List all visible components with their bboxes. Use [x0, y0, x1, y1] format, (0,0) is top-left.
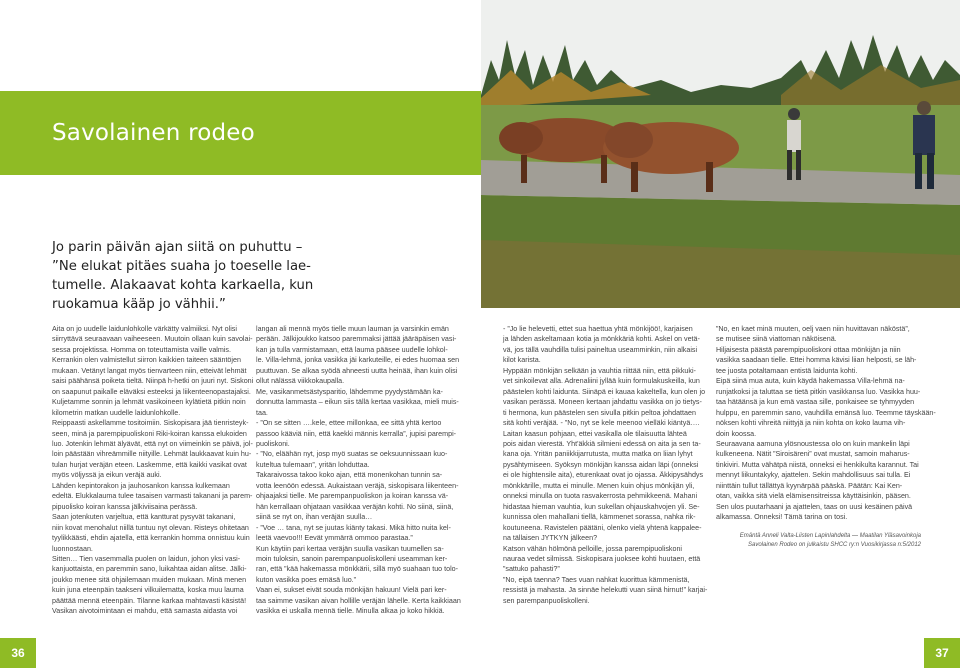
- text-line: langan ali mennä myös tielle muun lauman ja varsinkin emän: [256, 325, 449, 333]
- text-line: Vaan ei, sukset eivät souda mönkijän hakuun! Vielä pari ker-: [256, 586, 447, 595]
- text-line: passoo kääviä niin, että kaekki männis kerralla”, jupisi parempi-: [256, 429, 457, 438]
- text-line: taa hätäänsä ja kun emä vastaa sille, ponkaisee se tyhmyyden: [716, 398, 915, 407]
- text-line: ei ole hightensile aita), eturenkaat ovat jo ojassa. Äkkipysähdys: [503, 471, 704, 480]
- text-line: Laitan kaasun pohjaan, ettei vasikalla ole tilaisuutta lähteä: [503, 429, 687, 438]
- text-line: vasikan perässä. Moneen kertaan jahdattu vasikka on jo tietys-: [503, 398, 702, 407]
- text-line: puuttuvan. Se alkaa syödä ahneesti uutta heinää, ihan kuin olisi: [256, 366, 458, 375]
- text-line: nauraa vedet silmissä. Siskopisara juoksee kohti huutaen, että: [503, 554, 701, 563]
- text-line: hän kerrallaan ohjataan vasikkaa veräjän kohti. No siinä, siinä,: [256, 502, 454, 511]
- text-line: siinä se nyt on, ihan veräjän suulla…: [256, 513, 373, 522]
- text-line: otan, vaikka sitä vielä elämisensitreissa käyttäisinkin, pääsen.: [716, 492, 911, 501]
- text-line: - ”No, eläähän nyt, josp myö suatas se oeksuunnissaan kuo-: [256, 450, 448, 459]
- text-line: pysähtymiseen. Syöksyn mönkijän kanssa aidan läpi (onneksi: [503, 460, 699, 469]
- text-column-1: [52, 324, 254, 617]
- text-line: kunnissa olen mahallani tiellä, kämmenet sorassa, nahka rik-: [503, 513, 696, 522]
- text-line: kuton vasikka poes emäsä luo.”: [256, 575, 357, 584]
- text-line: onneksi minulla on tuota rasvakerrosta pehmikkeenä. Mahani: [503, 492, 698, 501]
- text-line: Seuraavana aamuna ylösnoustessa olo on kuin mankelin läpi: [716, 439, 910, 448]
- text-line: puoliskoni.: [256, 439, 290, 448]
- text-line: - ”On se sitten ….kele, ettee millonkaa, ee sittä yhtä kertoo: [256, 419, 442, 428]
- text-column-4: [716, 324, 936, 523]
- text-line: taa saimme vasikan aivan hollille veräjän lähelle. Kerta kaikkiaan: [256, 596, 461, 605]
- text-line: ti hermona, kun päästelen sen sivulla pitkin peltoa johdattaen: [503, 408, 696, 417]
- text-line: sessa projektissa. Homma on toteuttamista vaille valmis.: [52, 345, 231, 354]
- text-line: ”No, eipä taenna? Taes vuan nahkat kuorittua kämmenistä,: [503, 575, 690, 584]
- page-number-right: 37: [924, 638, 960, 668]
- text-line: hidastaa hieman vauhtia, kun sukellan ohjauskahvojen yli. Se-: [503, 502, 700, 511]
- text-line: Sitten… Tien vasemmalla puolen on laidun, johon yksi vasi-: [52, 554, 241, 563]
- text-line: tulan hurjat veräjän eteen. Laskemme, että kaikki vasikat ovat: [52, 460, 247, 469]
- text-line: - ”Voe … tana, nyt se juutas kiänty takasi. Mikä hitto nuita kel-: [256, 523, 451, 532]
- text-line: kulkeneena. Nätit ”Siroisäreni” ovat mustat, samoin maharus-: [716, 450, 910, 459]
- text-line: tinkiviri. Mutta vähätpä niistä, onneksi ei henkikulta karannut. Tai: [716, 460, 919, 469]
- page-number-left: 36: [0, 638, 36, 668]
- text-line: mönkkärille, mutta ei minulle. Menen kuin ohjus mönkijän yli,: [503, 481, 695, 490]
- text-line: ohjaajaksi tielle. Me parempanpuoliskon ja koiran kanssa vä-: [256, 492, 449, 501]
- text-line: ja lähden askeltamaan kotia ja mönkkäriä kohti. Askel on vetä-: [503, 335, 700, 344]
- credit-line: Emäntä Anneli Valta-Liisten Lapinlahdelta — Maatilan Yläsavoinkoja: [739, 533, 921, 539]
- text-line: taa.: [256, 408, 268, 417]
- text-line: moin tuloksin, sanoin parempanpuoliskolleni useamman ker-: [256, 554, 448, 563]
- quote-line: ruokamua kääp jo vähhii.”: [52, 297, 226, 312]
- text-line: Kuljetamme sonnin ja lehmät vasikoineen kylätietä pitkin noin: [52, 398, 246, 407]
- text-line: mennyt liikuntakyky, ajattelen. Sekin mahdollisuus sai tulla. Ei: [716, 471, 911, 480]
- text-line: luonnostaan.: [52, 544, 93, 553]
- pull-quote: [52, 238, 314, 314]
- text-line: Kun käytiin pari kertaa veräjän suulla vasikan tuumellen sa-: [256, 544, 444, 553]
- credits: [716, 524, 921, 550]
- text-line: kuteltua tulemaan”, yritän lohduttaa.: [256, 460, 370, 469]
- text-line: Reippaasti askellamme tositoimiin. Siskopisara jää tienristeyk-: [52, 419, 249, 428]
- text-line: pois aidan vierestä. Yht'äkkiä silmieni edessä on aita ja sen ta-: [503, 439, 701, 448]
- text-line: niin kovat menohalut niillä tuntuu nyt olevan. Risteys ohitetaan: [52, 523, 249, 532]
- text-line: Vasikan aivotoimintaan ei mahdu, että samasta aidasta voi: [52, 607, 238, 616]
- text-column-3: [503, 324, 708, 606]
- text-line: ressistä ja mahasta. Ja sinnäe helekutti vuan siinä hirnut!” karjai-: [503, 586, 708, 595]
- text-line: ”sattuko pahasti?”: [503, 565, 560, 574]
- text-line: kilometrin matkan uudelle laidunlohkolle.: [52, 408, 181, 417]
- text-line: alkamassa. Onneksi! Tämä tarina on tosi.: [716, 513, 848, 522]
- quote-line: tumelle. Alakaavat kohta karkaella, kun: [52, 278, 314, 293]
- text-line: Aita on jo uudelle laidunlohkolle värkätty valmiiksi. Nyt olisi: [52, 325, 237, 333]
- text-line: le. Villa-lehmä, jonka vasikka jäi karkuteille, ei edes huomaa sen: [256, 356, 460, 365]
- text-line: kana oja. Yritän paniikkijarrutusta, mutta matka on liian lyhyt: [503, 450, 693, 459]
- text-line: sen parempanpuoliskolleni.: [503, 596, 590, 605]
- text-line: Hiljaisesta päästä parempipuoliskoni ottaa mönkijän ja niin: [716, 345, 901, 354]
- text-line: hulppu, en paremmin sano, vauhdilla emänsä luo. Teemme täyskään-: [716, 408, 936, 417]
- text-line: Eipä siinä mua auta, kuin käydä hakemassa Villa-lehmä na-: [716, 377, 905, 386]
- text-line: votta leenöön edessä. Aukaistaan veräjä, siskopisara liikenteen-: [256, 481, 459, 490]
- text-line: Me, vasikanmetsästysparitio, lähdemme pyydystämään ka-: [256, 387, 443, 396]
- text-line: na tällaisen JYTKYN jälkeen?: [503, 534, 598, 543]
- text-line: ollut nälässä viikkokaupalla.: [256, 377, 345, 386]
- text-line: runjatkoksi ja taluttaa se tietä pitkin vasikkansa luo. Vasikka huu-: [716, 387, 921, 396]
- text-line: loin päästään vihreämmille niityille. Lehmät laukkaavat kuin hu-: [52, 450, 252, 459]
- text-line: ”No, en kaet minä muuten, oelj vaen niin huvittavan näköstä”,: [716, 325, 910, 333]
- text-line: Sen ulos puutarhaani ja ajattelen, taas on uusi kesäinen päivä: [716, 502, 913, 511]
- text-line: tyylikkäästi, ehdin ajatella, että kerrankin homma onnistuu kuin: [52, 534, 250, 543]
- text-line: sitä kohti veräjää. - ”No, nyt se kele meenoo vielläki kiäntyä….: [503, 419, 700, 428]
- text-line: päästelen kohti laidunta. Siinäpä ei kauaa kakeltella, kun olen jo: [503, 387, 706, 396]
- text-line: kan ja tulla varmistamaan, että lauma pääsee uudelle lohkol-: [256, 345, 448, 354]
- text-line: koutuneena. Ravistelen päätäni, olenko vielä yhtenä kappalee-: [503, 523, 702, 532]
- text-line: nöksen kohti vihreitä niittyjä ja niin kohta on koko lauma vih-: [716, 419, 906, 428]
- text-line: Takaraivossa takoo koko ajan, että monenkohan tunnin sa-: [256, 471, 443, 480]
- text-line: vet sinkoilevat alla. Adrenaliini jyllää kuin formulakuskeilla, kun: [503, 377, 700, 386]
- text-line: myös völjyssä ja eikun veräjä auki.: [52, 471, 162, 480]
- text-line: vä, jos tällä vauhdilla tulisi paineltua useamminkin, niin alkaisi: [503, 345, 698, 354]
- text-line: seen, minä ja parempipuoliskoni Riki-koiran kanssa elukoiden: [52, 429, 247, 438]
- text-line: leetä vaevoo!!! Eevät ymmärrä ommoo parastaa.”: [256, 534, 413, 543]
- text-line: Lähden kepintorakon ja jauhosankon kanssa kulkemaan: [52, 481, 230, 490]
- text-line: vasikka saadaan tielle. Ettei homma kävisi liian helposti, se läh-: [716, 356, 917, 365]
- text-line: perään. Jälkijoukko katsoo paremmaksi jättää jääräpäisen vasi-: [256, 335, 457, 344]
- highland-cattle-photo: [481, 0, 960, 308]
- text-column-2: [256, 324, 461, 617]
- text-line: päättää mennä eteenpäin. Tilanne karkaa mahtavasti käsistä!: [52, 596, 247, 605]
- text-line: on saapunut paikalle eläväksi esteeksi ja liikenteenopastajaksi.: [52, 387, 251, 396]
- page-title: Savolainen rodeo: [52, 120, 255, 146]
- text-line: saisi päähänsä poiketa tieltä. Niinpä h-hetki on juuri nyt. Siskoni: [52, 377, 254, 386]
- text-line: joukko menee sitä ohjailemaan muiden mukaan. Minä menen: [52, 575, 247, 584]
- credit-line: Savolainen Rodeo on julkaistu SHCC ry:n Vuosikirjassa n:5/2012: [748, 542, 921, 548]
- text-line: - ”Jo lie helevetti, ettet sua haettua yhtä mönkijöö!, karjaisen: [503, 325, 693, 333]
- text-line: pipuolisko koiran kanssa jälkiviisaina perässä.: [52, 502, 198, 511]
- text-line: ran, että ”kää hakemassa mönkkärii, sillä myö suahaan tuo tolo-: [256, 565, 459, 574]
- text-line: kanjuottaista, en paremmin sano, luikahtaa aidan alitse. Jälki-: [52, 565, 247, 574]
- text-line: niinttäin tullut tällättyä kyynärpää pääskä. Päätän: Kai Ken-: [716, 481, 903, 490]
- text-line: edeltä. Elukkalauma tulee tasaisen varmasti takanani ja parem-: [52, 492, 253, 501]
- quote-line: ”Ne elukat pitäes suaha jo toeselle lae-: [52, 259, 311, 274]
- text-line: vasikka ei uskalla mennä tielle. Minulla alkaa jo koko hikkiä.: [256, 607, 445, 616]
- text-line: luo. Jotenkin lehmät älyävät, että nyt on viimeinkin se päivä, jol-: [52, 439, 253, 448]
- text-line: kilot karista.: [503, 356, 541, 365]
- text-line: kuin juna eteenpäin taakseni vilkuilematta, koska muu lauma: [52, 586, 244, 595]
- text-line: Katson vähän hölmönä pelloille, jossa parempipuoliskoni: [503, 544, 683, 553]
- text-line: doin koossa.: [716, 429, 757, 438]
- quote-line: Jo parin päivän ajan siitä on puhuttu –: [52, 240, 303, 255]
- text-line: mukaan. Vetänyt langat myös tienvarteen niin, etteivät lehmät: [52, 366, 247, 375]
- text-line: siirryttävä seuraavaan vaiheeseen. Muutoin ollaan kuin savolai-: [52, 335, 253, 344]
- text-line: Hyppään mönkijän selkään ja vauhtia riittää niin, että pikkuki-: [503, 366, 696, 375]
- text-line: se mutisee siinä viattoman näköisenä.: [716, 335, 837, 344]
- text-line: tee juosta potaltamaan entistä laidunta kohti.: [716, 366, 858, 375]
- text-line: Kerrankin olen valmistellut siirron kaikkien taiteen sääntöjen: [52, 356, 241, 365]
- text-line: Saan jotenkuten varjeltua, että kantturat pysyvät takanani,: [52, 513, 236, 522]
- text-line: donnutta lammasta – eikun siis tällä kertaa vasikkaa, mieli muis-: [256, 398, 459, 407]
